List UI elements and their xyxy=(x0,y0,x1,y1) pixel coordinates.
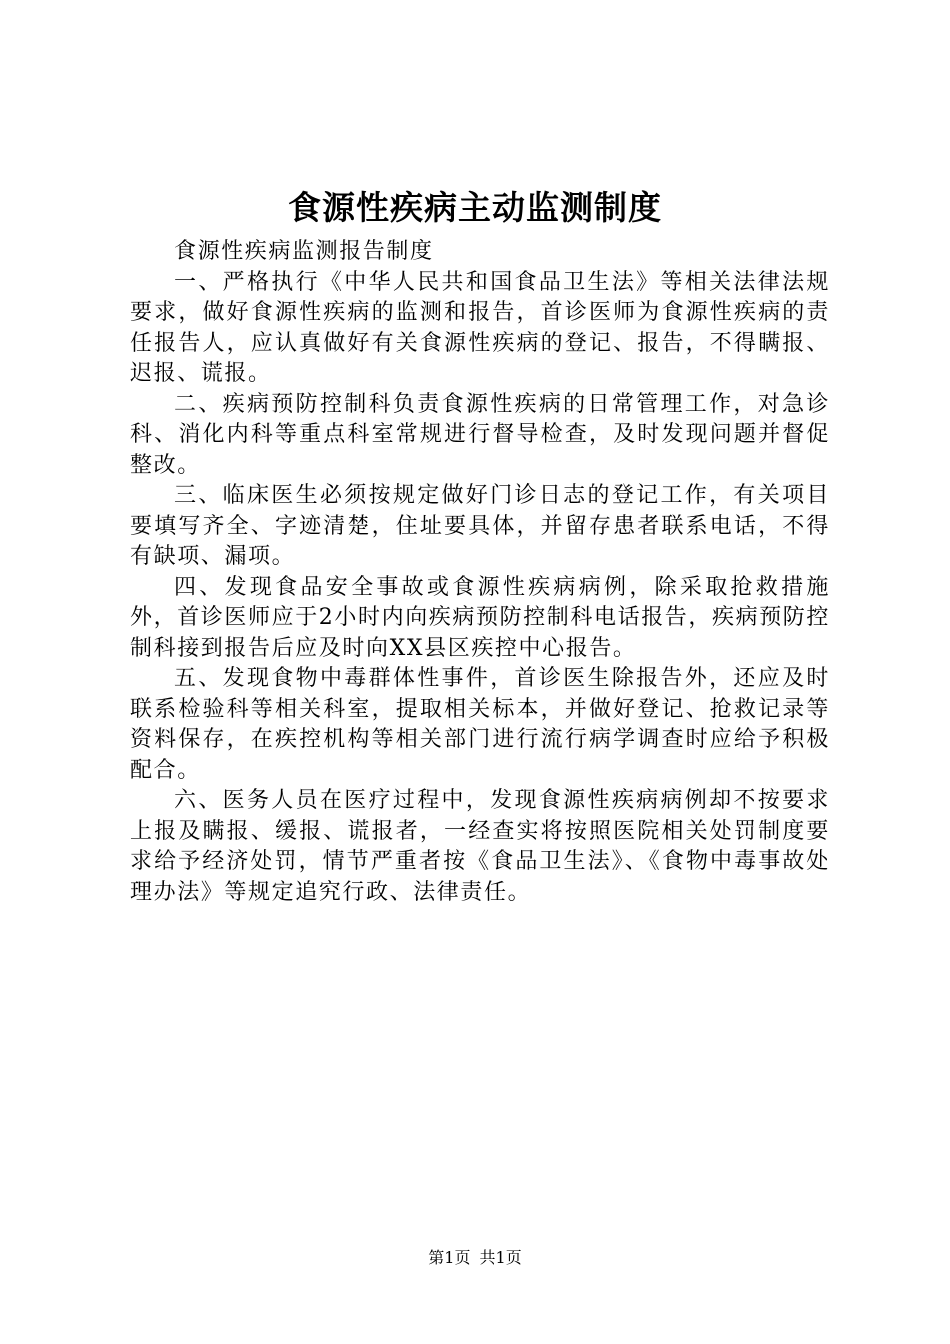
paragraph-2: 二、疾病预防控制科负责食源性疾病的日常管理工作，对急诊科、消化内科等重点科室常规进行督导检查，及时发现问题并督促整改。 xyxy=(130,391,830,478)
document-subtitle: 食源性疾病监测报告制度 xyxy=(174,239,434,264)
paragraph-4: 四、发现食品安全事故或食源性疾病病例，除采取抢救措施外，首诊医师应于2小时内向疾病预防控制科电话报告，疾病预防控制科接到报告后应及时向XX县区疾控中心报告。 xyxy=(130,574,830,661)
document-body xyxy=(130,237,830,908)
paragraph-5: 五、发现食物中毒群体性事件，首诊医生除报告外，还应及时联系检验科等相关科室，提取相关标本，并做好登记、抢救记录等资料保存，在疾控机构等相关部门进行流行病学调查时应给予积极配合。 xyxy=(130,666,830,783)
page-number: 第1页 xyxy=(428,1248,471,1267)
paragraph-3: 三、临床医生必须按规定做好门诊日志的登记工作，有关项目要填写齐全、字迹清楚，住址要具体，并留存患者联系电话，不得有缺项、漏项。 xyxy=(130,483,830,569)
page-total: 共1页 xyxy=(479,1248,522,1267)
paragraph-1: 一、严格执行《中华人民共和国食品卫生法》等相关法律法规要求，做好食源性疾病的监测和报告，首诊医师为食源性疾病的责任报告人，应认真做好有关食源性疾病的登记、报告，不得瞒报、迟报、谎报。 xyxy=(130,269,830,386)
paragraph-6: 六、医务人员在医疗过程中，发现食源性疾病病例却不按要求上报及瞒报、缓报、谎报者，一经查实将按照医院相关处罚制度要求给予经济处罚，情节严重者按《食品卫生法》、《食物中毒事故处理办法》等规定追究行政、法律责任。 xyxy=(130,788,830,905)
document-title: 食源性疾病主动监测制度 xyxy=(288,188,662,227)
page-footer xyxy=(0,1248,950,1268)
